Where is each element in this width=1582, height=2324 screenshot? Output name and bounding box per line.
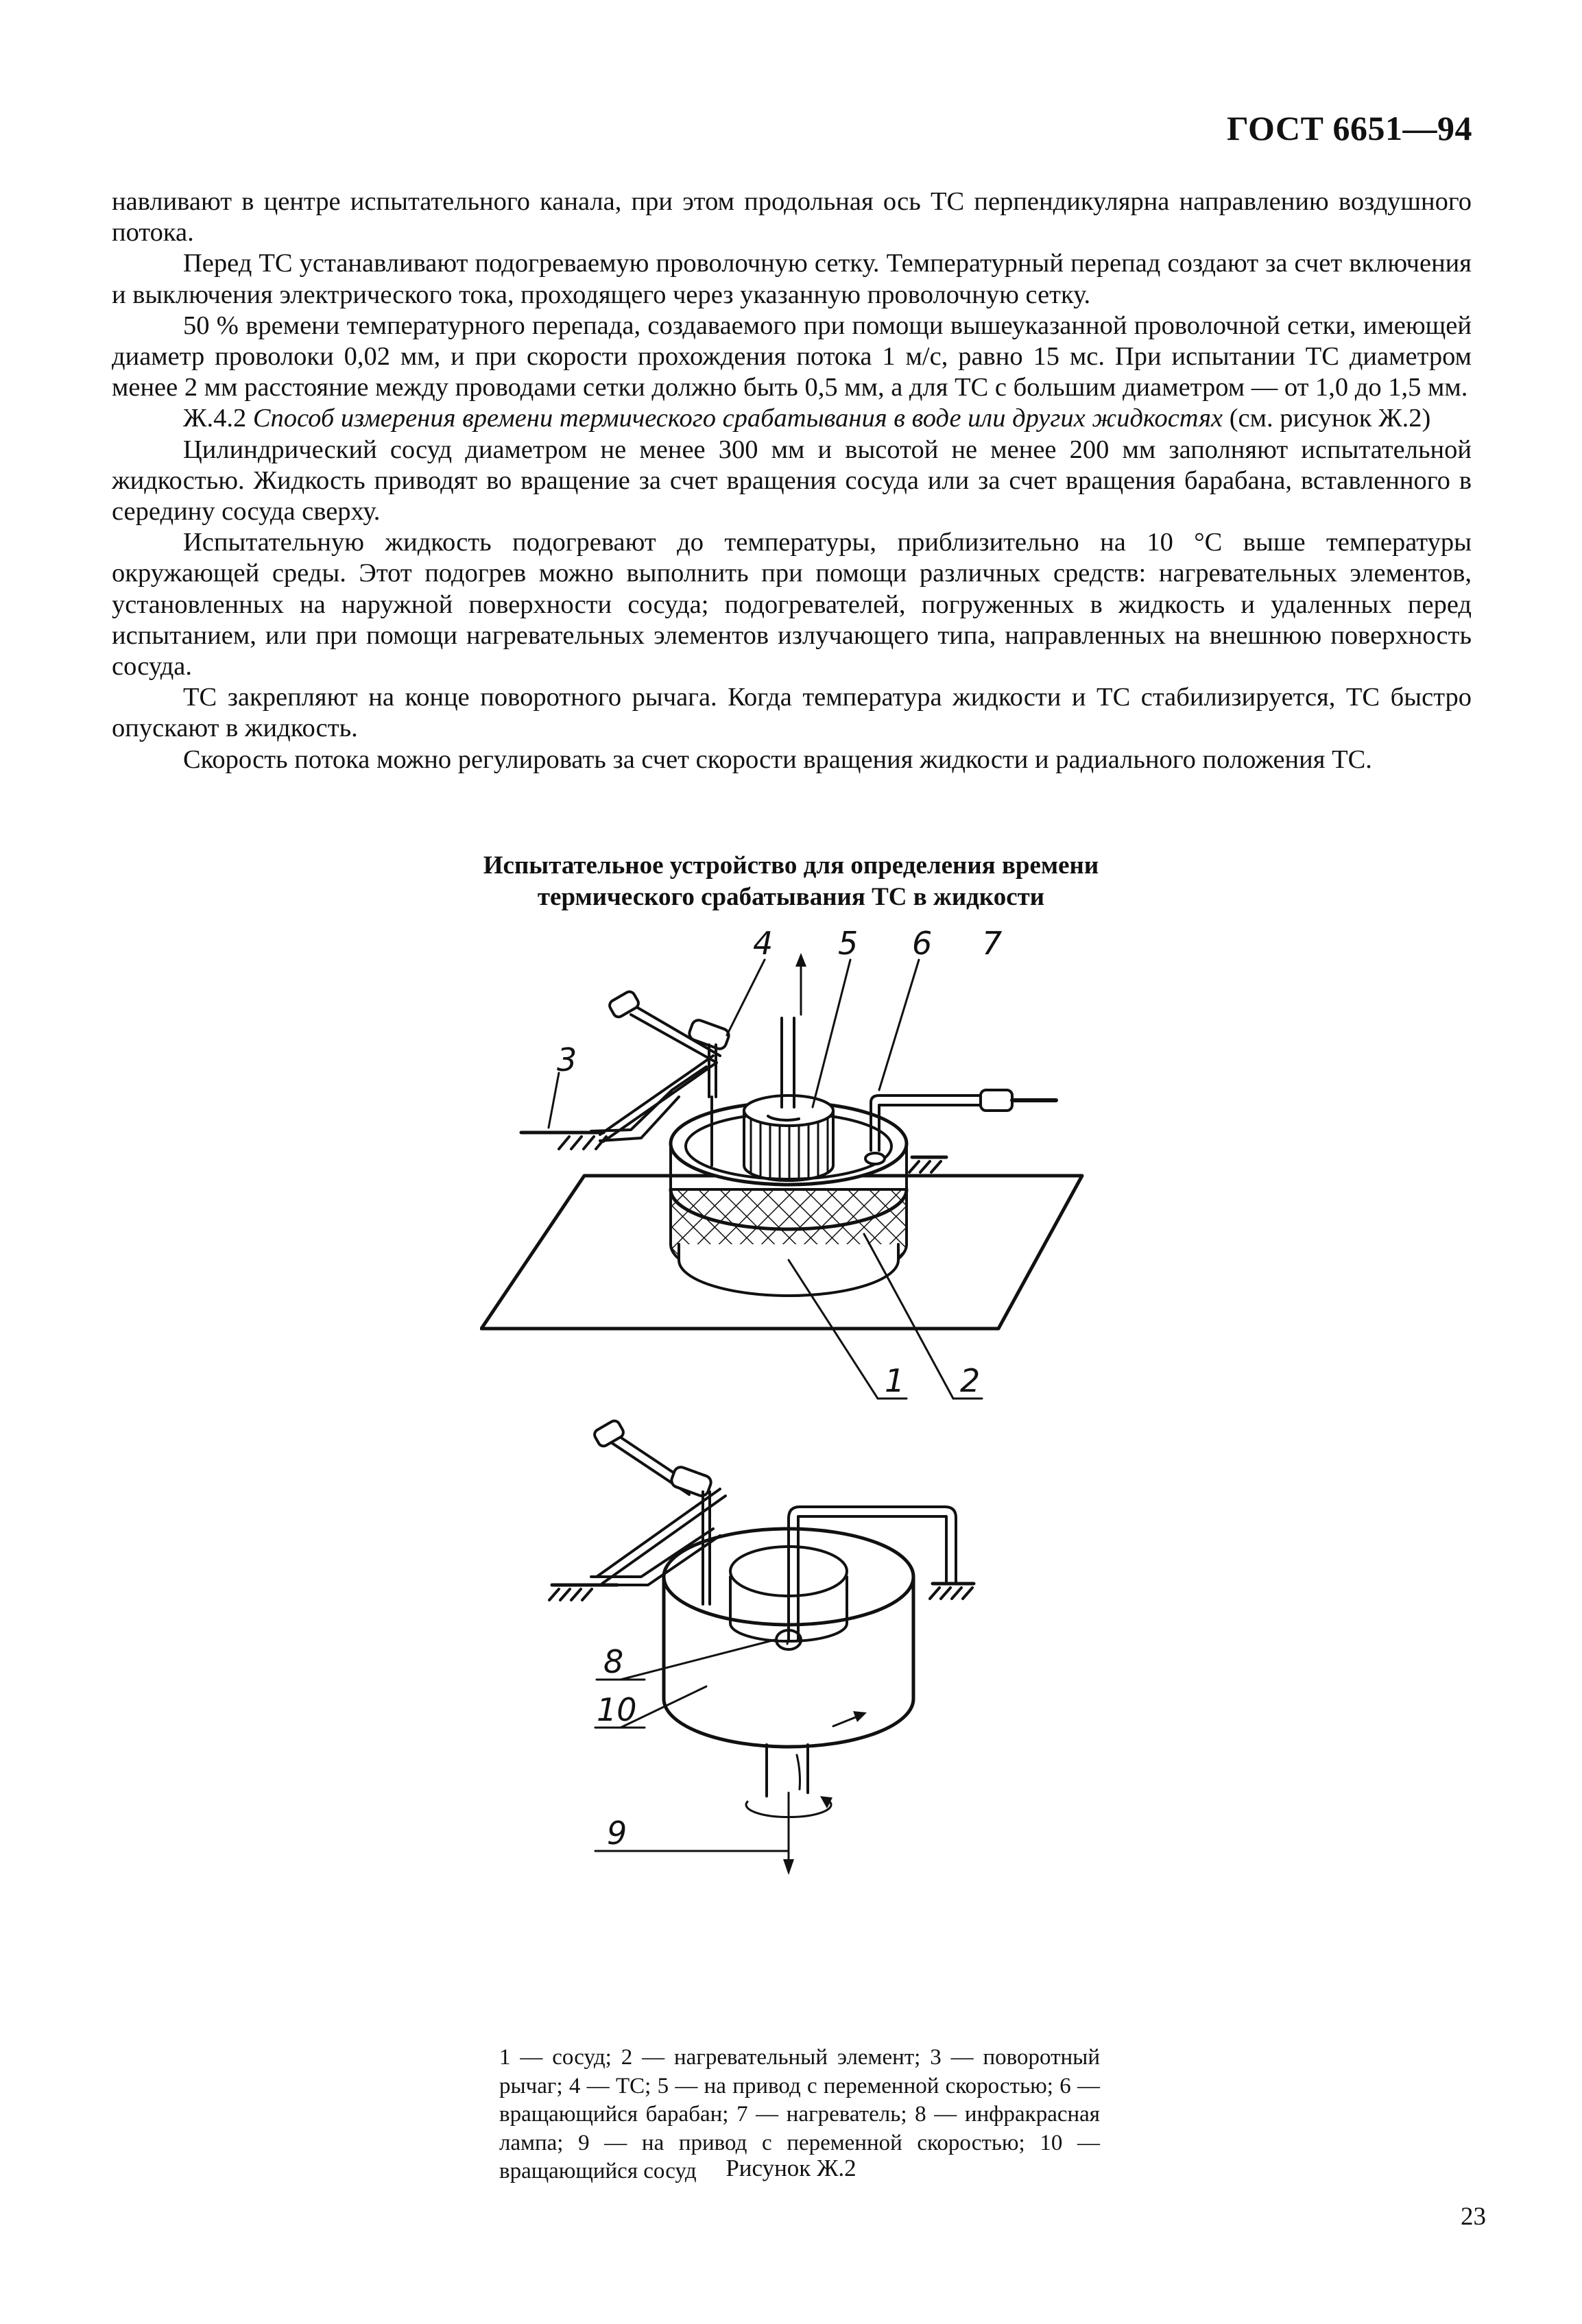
callout-8: 8 — [603, 1643, 624, 1680]
figure-label: Рисунок Ж.2 — [726, 2155, 856, 2181]
paragraph: Испытательную жидкость подогревают до температуры, приблизительно на 10 °С выше температуры окружающей среды. Этот подогрев можно выполнить при помощи различных средств: нагревательных элементов, установленных на наружной поверхности сосуда; подогревателей, погруженных в жидкость и удаленных перед испытанием, или при помощи нагревательных элементов излучающего типа, направленных на внешнюю поверхность сосуда. — [112, 528, 1472, 681]
figure-legend: 1 — сосуд; 2 — нагревательный элемент; 3 — поворотный рычаг; 4 — ТС; 5 — на привод с переменной скоростью; 6 — вращающийся барабан; 7 — нагреватель; 8 — инфракрасная лампа; 9 — на привод с переменной скоростью; 10 — вращающийся сосуд — [499, 2045, 1100, 2184]
paragraph: навливают в центре испытательного канала, при этом продольная ось ТС перпендикулярна направлению воздушного потока. — [112, 187, 1472, 247]
callout-2: 2 — [960, 1362, 981, 1399]
callout-9: 9 — [607, 1815, 627, 1852]
figure-title-line: Испытательное устройство для определения времени — [483, 851, 1099, 880]
section-figure-ref: (см. рисунок Ж.2) — [1229, 404, 1431, 433]
paragraph: ТС закрепляют на конце поворотного рычага. Когда температура жидкости и ТС стабилизируется, ТС быстро опускают в жидкость. — [112, 683, 1472, 743]
callout-10: 10 — [597, 1691, 637, 1728]
document-code-header: ГОСТ 6651—94 — [1226, 109, 1472, 147]
paragraph: Скорость потока можно регулировать за счет скорости вращения жидкости и радиального положения ТС. — [183, 745, 1372, 774]
callout-7: 7 — [982, 925, 1003, 962]
paragraph: Перед ТС устанавливают подогреваемую проволочную сетку. Температурный перепад создают за счет включения и выключения электрического тока, проходящего через указанную проволочную сетку. — [112, 249, 1472, 309]
callout-3: 3 — [557, 1041, 577, 1078]
figure-title-line: термического срабатывания ТС в жидкости — [537, 883, 1045, 911]
callout-1: 1 — [885, 1362, 905, 1399]
section-number: Ж.4.2 — [183, 404, 247, 433]
callout-6: 6 — [912, 925, 933, 962]
section-title: Способ измерения времени термического срабатывания в воде или других жидкостях — [252, 404, 1223, 433]
section-heading — [112, 403, 1472, 434]
paragraph: Цилиндрический сосуд диаметром не менее 300 мм и высотой не менее 200 мм заполняют испытательной жидкостью. Жидкость приводят во вращение за счет вращения сосуда или за счет вращения барабана, вставленного в середину сосуда сверху. — [112, 435, 1472, 526]
paragraph: 50 % времени температурного перепада, создаваемого при помощи вышеуказанной проволочной сетки, имеющей диаметр проволоки 0,02 мм, и при скорости прохождения потока 1 м/с, равно 15 мс. При испытании ТС диаметром менее 2 мм расстояние между проводами сетки должно быть 0,5 мм, а для ТС с большим диаметром — от 1,0 до 1,5 мм. — [112, 311, 1472, 402]
test-apparatus-drawing — [480, 919, 1166, 2029]
callout-4: 4 — [753, 925, 774, 962]
body-text — [112, 186, 1472, 775]
callout-5: 5 — [838, 925, 859, 962]
page-number: 23 — [1461, 2203, 1486, 2231]
figure-title — [0, 850, 1582, 913]
